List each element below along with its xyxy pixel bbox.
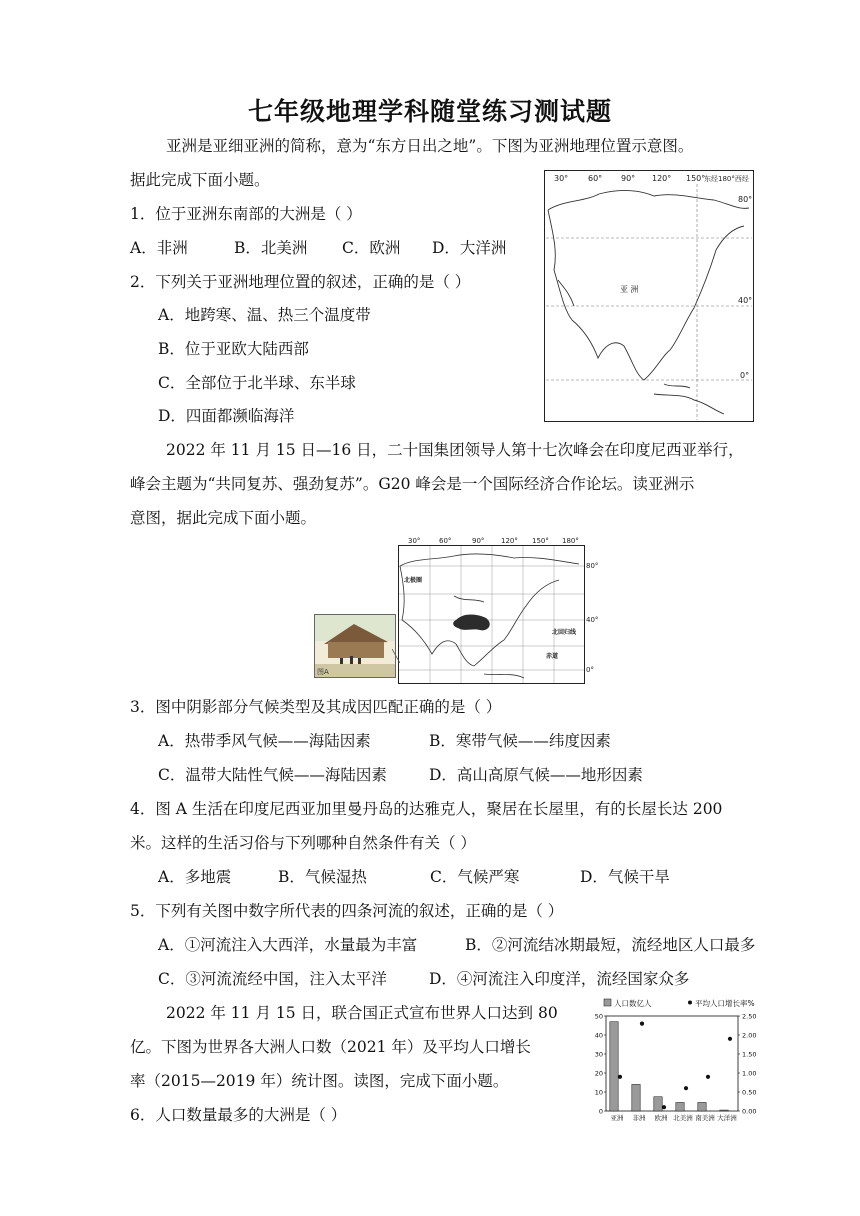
- question-3-option-d: D．高山高原气候——地形因素: [429, 766, 643, 784]
- left-axis-tick-label: 20: [594, 1069, 603, 1078]
- question-4-option-d: D．气候干旱: [580, 868, 670, 886]
- intro-paragraph-3-line-3: 率（2015—2019 年）统计图。读图，完成下面小题。: [130, 1072, 509, 1090]
- question-1-option-c: C．欧洲: [342, 239, 401, 257]
- population-bar: [698, 1102, 706, 1111]
- question-5-option-a: A．①河流注入大西洋，水量最为丰富: [158, 936, 418, 954]
- population-bar: [654, 1097, 662, 1111]
- population-bar: [720, 1110, 728, 1111]
- map2-equator-label: 赤道: [546, 653, 559, 660]
- question-5-stem: 5．下列有关图中数字所代表的四条河流的叙述，正确的是（ ）: [130, 902, 564, 920]
- category-label: 亚洲: [610, 1114, 624, 1122]
- map2-lon-label: 30°: [408, 537, 421, 545]
- growth-rate-point: [640, 1022, 644, 1026]
- question-3-option-a: A．热带季风气候——海陆因素: [158, 732, 371, 750]
- legend-series-1: 人口数亿人: [614, 999, 652, 1008]
- population-bar: [632, 1084, 640, 1111]
- plot-frame: [606, 1016, 738, 1111]
- asia-location-map: [544, 170, 754, 422]
- intro-paragraph-1-line-2: 据此完成下面小题。: [130, 171, 270, 189]
- legend-series-2: 平均人口增长率%: [695, 999, 755, 1008]
- question-2-option-c: C．全部位于北半球、东半球: [158, 374, 356, 392]
- map1-lat-label: 40°: [738, 296, 753, 305]
- question-2-stem: 2．下列关于亚洲地理位置的叙述，正确的是（ ）: [130, 273, 471, 291]
- question-1-option-b: B．北美洲: [234, 239, 308, 257]
- legend-point-swatch: [688, 1001, 692, 1005]
- left-axis-tick-label: 30: [594, 1050, 603, 1059]
- map2-lat-label: 40°: [586, 616, 599, 624]
- map2-lon-label: 90°: [472, 537, 485, 545]
- intro-paragraph-3-line-1: 2022 年 11 月 15 日，联合国正式宣布世界人口达到 80: [166, 1004, 558, 1022]
- question-5-option-d: D．④河流注入印度洋，流经国家众多: [429, 970, 690, 988]
- right-axis-tick-label: 0.50: [742, 1088, 757, 1097]
- question-4-option-a: A．多地震: [158, 868, 232, 886]
- map2-lon-label: 150°: [532, 537, 549, 545]
- question-4-stem-line-1: 4．图 A 生活在印度尼西亚加里曼丹岛的达雅克人，聚居在长屋里，有的长屋长达 200: [130, 800, 723, 818]
- question-5-option-c: C．③河流流经中国，注入太平洋: [158, 970, 387, 988]
- question-2-option-a: A．地跨寒、温、热三个温度带: [158, 306, 371, 324]
- map1-lon-label: 150°: [686, 174, 706, 183]
- intro-paragraph-3-line-2: 亿。下图为世界各大洲人口数（2021 年）及平均人口增长: [130, 1038, 531, 1056]
- category-label: 南美洲: [695, 1114, 715, 1122]
- category-label: 欧洲: [654, 1114, 668, 1122]
- intro-paragraph-1-line-1: 亚洲是亚细亚洲的简称，意为“东方日出之地”。下图为亚洲地理位置示意图。: [166, 137, 694, 155]
- question-5-option-b: B．②河流结冰期最短，流经地区人口最多: [465, 936, 756, 954]
- question-4-stem-line-2: 米。这样的生活习俗与下列哪种自然条件有关（ ）: [130, 834, 476, 852]
- growth-rate-point: [662, 1105, 666, 1109]
- map2-lon-label: 120°: [501, 537, 518, 545]
- left-axis-tick-label: 50: [594, 1012, 603, 1021]
- right-axis-tick-label: 2.50: [742, 1012, 757, 1021]
- map2-arctic-circle-label: 北极圈: [404, 577, 423, 584]
- map2-tropic-of-cancer-label: 北回归线: [552, 629, 577, 636]
- map2-lon-label: 60°: [439, 537, 452, 545]
- growth-rate-point: [618, 1075, 622, 1079]
- question-1-option-a: A．非洲: [130, 239, 188, 257]
- legend-bar-swatch: [604, 999, 611, 1006]
- photo-a-longhouse: [314, 614, 396, 678]
- map1-lat-label: 80°: [738, 195, 753, 204]
- category-label: 大洋洲: [717, 1114, 737, 1122]
- right-axis-tick-label: 2.00: [742, 1031, 757, 1040]
- right-axis-tick-label: 1.50: [742, 1050, 757, 1059]
- right-axis-tick-label: 0.00: [742, 1107, 757, 1116]
- growth-rate-point: [684, 1086, 688, 1090]
- question-6-stem: 6．人口数量最多的大洲是（ ）: [130, 1106, 347, 1124]
- growth-rate-point: [706, 1075, 710, 1079]
- population-bar: [610, 1022, 618, 1111]
- question-1-option-d: D．大洋洲: [432, 239, 507, 257]
- map2-lat-label: 0°: [586, 666, 594, 674]
- map1-lon-label: 30°: [554, 174, 569, 183]
- question-4-option-b: B．气候湿热: [278, 868, 367, 886]
- question-3-option-c: C．温带大陆性气候——海陆因素: [158, 766, 387, 784]
- population-chart: [588, 994, 774, 1124]
- right-axis-tick-label: 1.00: [742, 1069, 757, 1078]
- intro-paragraph-2-line-2: 峰会主题为“共同复苏、强劲复苏”。G20 峰会是一个国际经济合作论坛。读亚洲示: [130, 475, 695, 493]
- left-axis-tick-label: 0: [598, 1107, 603, 1116]
- growth-rate-point: [728, 1037, 732, 1041]
- page-title: 七年级地理学科随堂练习测试题: [247, 97, 612, 126]
- longhouse-wall: [328, 642, 384, 658]
- population-bar: [676, 1102, 684, 1111]
- map1-asia-label: 亚 洲: [620, 285, 639, 294]
- left-axis-tick-label: 10: [594, 1088, 603, 1097]
- left-axis-tick-label: 40: [594, 1031, 603, 1040]
- map1-lon-label: 60°: [588, 174, 603, 183]
- map1-lon-label: 120°: [652, 174, 672, 183]
- question-3-stem: 3．图中阴影部分气候类型及其成因匹配正确的是（ ）: [130, 698, 502, 716]
- category-label: 非洲: [632, 1114, 646, 1122]
- intro-paragraph-2-line-1: 2022 年 11 月 15 日—16 日，二十国集团领导人第十七次峰会在印度尼西亚举行，: [166, 441, 744, 459]
- category-label: 北美洲: [673, 1114, 693, 1122]
- intro-paragraph-2-line-3: 意图，据此完成下面小题。: [130, 509, 317, 527]
- map1-lon-label: 东经180°西经: [704, 175, 749, 183]
- question-1-stem: 1．位于亚洲东南部的大洲是（ ）: [130, 205, 362, 223]
- photo-a-caption: 图A: [317, 668, 329, 676]
- question-2-option-b: B．位于亚欧大陆西部: [158, 340, 309, 358]
- question-2-option-d: D．四面都濒临海洋: [158, 407, 295, 425]
- map1-lon-label: 90°: [621, 174, 636, 183]
- map2-lon-label: 180°: [562, 537, 579, 545]
- asia-g20-map: [394, 536, 600, 686]
- map2-lat-label: 80°: [586, 562, 599, 570]
- map1-lat-label: 0°: [740, 371, 750, 380]
- question-4-option-c: C．气候严寒: [430, 868, 520, 886]
- question-3-option-b: B．寒带气候——纬度因素: [429, 732, 611, 750]
